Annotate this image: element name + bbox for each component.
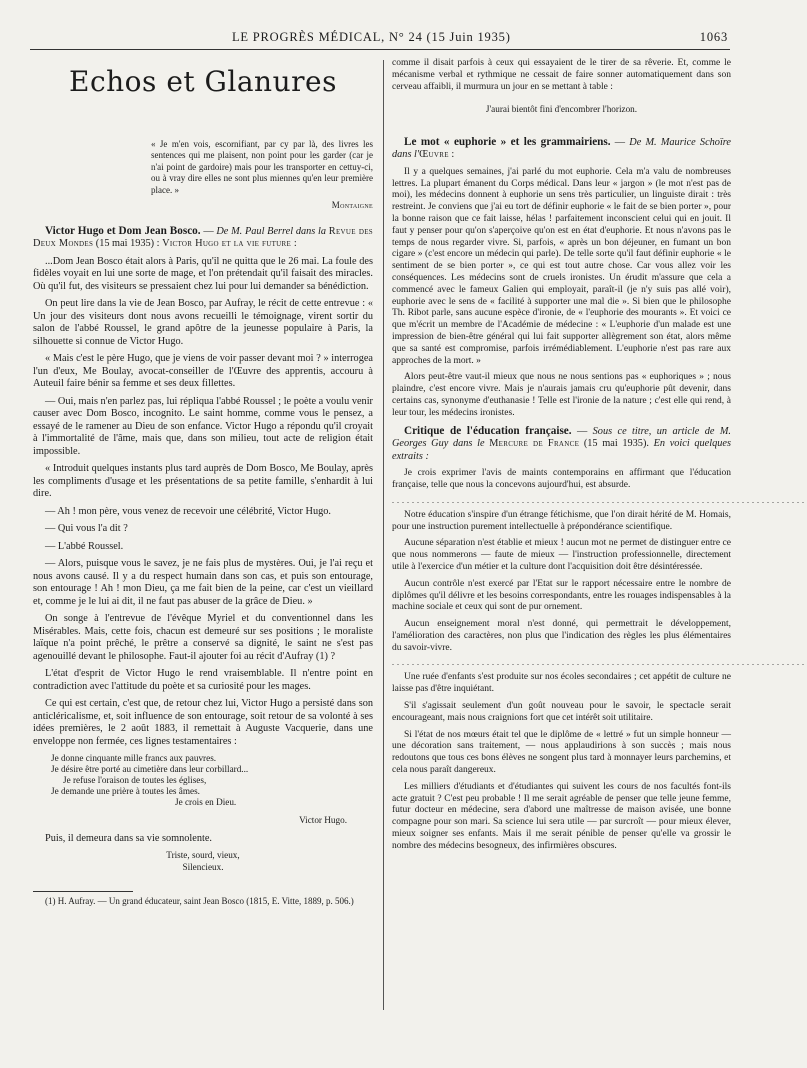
extracts-label: En voici quelques extraits :: [392, 438, 731, 462]
closing-verse: [33, 850, 373, 873]
article-title: Le mot « euphorie » et les grammairiens.: [404, 135, 611, 148]
paragraph: « Mais c'est le père Hugo, que je viens de voir passer devant moi ? » interrogea l'un d'eux, Me Boulay, avocat-conseiller de l'Œuvre des apprentis, accouru à Auteuil faire bénir sa femme et ses deux fillettes.: [33, 353, 373, 389]
paragraph: L'état d'esprit de Victor Hugo le rend vraisemblable. Il n'entre point en contradiction avec l'attitude du poète et sa curiosité pour les mages.: [33, 668, 373, 692]
verse-line: Je refuse l'oraison de toutes les églises,: [63, 775, 207, 785]
paragraph: On songe à l'entrevue de l'évêque Myriel et du conventionnel dans les Misérables. Mais, cette fois, chacun est demeuré sur ses positions ; le moraliste laïque n'a point prêché, le prêtre a conservé sa dignité, le saint ne s'est pas agenouillé devant le philosophe. Faut-il ajouter foi au récit d'Aufray (1) ?: [33, 613, 373, 662]
verse-line: Je crois en Dieu.: [175, 797, 237, 807]
paragraph: Une ruée d'enfants s'est produite sur nos écoles secondaires ; cet appétit de culture ne laisse pas d'être inquiétant.: [392, 672, 731, 695]
column-divider: [383, 60, 384, 1010]
epigraph-author: Montaigne: [331, 200, 373, 210]
paragraph: — Ah ! mon père, vous venez de recevoir une célébrité, Victor Hugo.: [45, 505, 331, 517]
testament-verse: [33, 753, 373, 808]
article-title: Victor Hugo et Dom Jean Bosco.: [45, 224, 201, 237]
paragraph: comme il disait parfois à ceux qui essayaient de le tirer de sa rêverie. Et, comme le mécanisme verbal et rythmique ne cessait de faire sonner automatiquement dans son cerveau affaibli, il murmura un jour en se mettant à table :: [392, 58, 731, 92]
header-rule: [30, 49, 730, 50]
paragraph: — Qui vous l'a dit ?: [45, 523, 128, 534]
paragraph: Aucune séparation n'est établie et mieux ! aucun mot ne permet de distinguer entre ce que nous nommerons — faute de mieux — l'instruction professionnelle, directement utile à l'exercice d'un métier et la culture dont l'acquisition doit être désintéressée.: [392, 538, 731, 572]
source-date: (15 mai 1935) :: [93, 238, 163, 249]
section-title: Echos et Glanures: [69, 65, 337, 98]
article-heading-hugo-bosco: [33, 225, 373, 251]
left-column: [33, 58, 373, 912]
article-heading-education: [392, 425, 731, 464]
paragraph: Notre éducation s'inspire d'un étrange fétichisme, que l'on dirait hérité de M. Homais, pour une instruction purement intellectuelle à prépondérance scientifique.: [392, 509, 731, 532]
ellipsis-row: ...................................................................................: [392, 658, 807, 668]
paragraph: Aucun contrôle n'est exercé par l'Etat sur le rapport nécessaire entre le nombre de diplômes qu'il délivre et les besoins correspondants, entre les rouages indispensables à la machine sociale et ceux qui sont de pur ornement.: [392, 578, 731, 613]
source-date: (15 mai 1935).: [579, 438, 654, 450]
source-journal: Mercure de France: [489, 438, 580, 450]
article-heading-euphorie: [392, 136, 731, 162]
paragraph: ...Dom Jean Bosco était alors à Paris, qu'il ne quitta que le 26 mai. La foule des fidèles voyait en lui une sorte de mage, et l'on prétendait qu'il faisait des miracles. Où qu'il fut, des visiteurs se pressaient chez lui pour lui demander sa bénédiction.: [33, 255, 373, 292]
paragraph: Les milliers d'étudiants et d'étudiantes qui suivent les cours de nos facultés font-ils acte gratuit ? C'est peu probable ! Il me serait agréable de penser que telle jeune femme, futur docteur en médecine, sera d'abord une maîtresse de maison avisée, une bonne compagne pour son mari. Sa science lui sera utile — par surcroît — pour mieux élever, mieux soigner ses enfants. Mais il me serait pénible de penser qu'elle va grossir le nombre des médecins besogneux, des infirmières obscures.: [392, 781, 731, 851]
running-header: [0, 30, 800, 46]
verse-line: Je désire être porté au cimetière dans leur corbillard...: [51, 764, 249, 774]
paragraph: Puis, il demeura dans sa vie somnolente.: [45, 832, 213, 844]
verse-line: Triste, sourd, vieux,: [166, 850, 240, 860]
article-source: De M. Maurice Schoïre dans l': [392, 136, 731, 161]
verse-signature: Victor Hugo.: [299, 815, 347, 825]
footnote-rule: [33, 891, 133, 892]
hugo-quote: J'aurai bientôt fini d'encombrer l'horizon.: [485, 104, 638, 115]
heading-dash: —: [200, 225, 217, 237]
footnote: (1) H. Aufray. — Un grand éducateur, saint Jean Bosco (1815, E. Vitte, 1889, p. 506.): [45, 896, 354, 906]
paragraph: — L'abbé Roussel.: [45, 540, 124, 552]
paragraph: Je crois exprimer l'avis de maints contemporains en affirmant que l'éducation française, telle que nous la concevons aujourd'hui, est absurde.: [392, 468, 731, 490]
paragraph: S'il s'agissait seulement d'un goût nouveau pour le savoir, le spectacle serait encourageant, mais nous craignions fort que cet intérêt soit utilitaire.: [392, 701, 731, 723]
article-subtitle: Victor Hugo et la vie future :: [162, 238, 298, 249]
ellipsis-row: ...................................................................................: [392, 495, 807, 505]
journal-header-title: LE PROGRÈS MÉDICAL, N° 24 (15 Juin 1935): [232, 30, 511, 44]
page-number: 1063: [699, 30, 728, 44]
paragraph: « Introduit quelques instants plus tard auprès de Dom Bosco, Me Boulay, après les compliments d'usage et les présentations de sa petite famille, s'enhardit à lui dire.: [33, 463, 373, 499]
article-source: Sous ce titre, un article de M. Georges Guy dans le: [392, 425, 732, 450]
paragraph: Il y a quelques semaines, j'ai parlé du mot euphorie. Cela m'a valu de nombreuses lettres. La plupart émanent du Corps médical. Dans leur « jargon » (le mot n'est pas de moi), les médecins donnent à euphorie un sens très particulier, un linguiste dirait : très restreint. Je conviens que j'ai eu tort de définir euphorie « le fait de se bien porter », pour la bonne raison que ce fait laisse, hélas ! parfaitement inconscient celui qui en jouit. Il faut y penser pour qu'on s'aperçoive qu'on est en état d'euphorie. Et nous n'avons pas le temps de nous regarder vivre. Si, parfois, « après un bon déjeuner, en fumant un bon cigare » (c'est encore un médecin qui parle). De telle sorte qu'il faut définir euphorie « le sentiment de se bien porter », ce qui est tout autre chose. Car vous allez voir les conséquences. Les médecins sont de cruels ironistes. Un érudit m'assure que cela a commencé avec le fameux Galien qui employait, paraît-il (je n'y suis pas allé voir), euphorie avec le sens de « facilité à supporter une mal die ». Si bien que le philosophe Th. Ribot parle, sans aucune espèce d'ironie, de « l'euphorie des mourants ». Et voici ce que m'écrit un membre de l'Académie de médecine : « L'euphorie d'un malade est une impression de bien-être général qui lui fait supporter allègrement son état, alors même que sa santé est compromise, parfois irrémédiablement. L'euphorie n'est pas rare aux approches de la mort. »: [392, 166, 731, 366]
article-title: Critique de l'éducation française.: [404, 424, 572, 437]
heading-end: :: [448, 149, 455, 161]
right-column: [392, 58, 807, 858]
paragraph: — Alors, puisque vous le savez, je ne fais plus de mystères. Oui, je l'ai reçu et nous avons causé. Il y a du respect humain dans son cas, et puis son entourage, son entourage ! Ah ! mon Dieu, ça me fait bien de la peine, car c'est un vieillard et, comme je le lui ai dit, il ne faut pas abuser de la grâce de Dieu. »: [33, 558, 373, 607]
verse-line: Je demande une prière à toutes les âmes.: [51, 786, 200, 796]
paragraph: Ce qui est certain, c'est que, de retour chez lui, Victor Hugo a persisté dans son anticléricalisme, et, soit influence de son entourage, soit retour de sa volonté à ses idées premières, le 2 août 1883, il remettait à Auguste Vacquerie, dans une enveloppe non fermée, ces lignes testamentaires :: [33, 698, 373, 747]
verse-line: Je donne cinquante mille francs aux pauvres.: [51, 753, 217, 763]
heading-dash: —: [610, 136, 630, 148]
paragraph: — Oui, mais n'en parlez pas, lui répliqua l'abbé Roussel ; le poète a voulu venir causer avec Dom Bosco, incognito. Le saint homme, comme vous le pensez, a essayé de le ramener au Dieu de son enfance. Victor Hugo a répondu qu'il croyait à l'immortalité de l'âme, mais que, dans son milieu, tout acte de religion était impossible.: [33, 395, 373, 457]
source-journal: Œuvre: [419, 149, 449, 161]
paragraph: Alors peut-être vaut-il mieux que nous ne nous sentions pas « euphoriques » ; nous plaindre, c'est encore vivre. Mais je n'aurais jamais cru qu'euphorie pût devenir, dans certains cas, synonyme d'euthanasie ! Telle est l'ironie de la nature ; c'est elle qui rend, à leur tour, les médecins ironistes.: [392, 372, 731, 418]
article-source: De M. Paul Berrel dans la: [216, 225, 329, 237]
epigraph: « Je m'en vois, escornifiant, par cy par là, des livres les sentences qui me plaisent, non point pour les garder (car je n'ai point de gardoire) mais pour les transporter en cettuy-ci, ou à vray dire elles ne sont plus miennes qu'en leur première place. »: [151, 138, 373, 195]
verse-line: Silencieux.: [182, 861, 224, 872]
paragraph: Si l'état de nos mœurs était tel que le diplôme de « lettré » fut un simple honneur — une décoration sans traitement, — nous applaudirions à son succès ; mais nous redoutons que tous ces bons élèves ne songent plus tard à monnayer leurs parchemins, et cela nous paraît dangereux.: [392, 729, 731, 776]
source-journal: Revue des Deux Mondes: [33, 225, 373, 249]
paragraph: On peut lire dans la vie de Jean Bosco, par Aufray, le récit de cette entrevue : « Un jour des visiteurs dont nous avons recueilli le témoignage, virent sortir du salon de l'abbé Roussel, le grand apôtre de la jeunesse populaire à Paris, la silhouette si connue de Victor Hugo.: [33, 298, 373, 347]
paragraph: Aucun enseignement moral n'est donné, qui permettrait le développement, l'amélioration des caractères, non plus que l'indication des règles les plus élémentaires du savoir-vivre.: [392, 619, 731, 653]
heading-dash: —: [571, 425, 593, 437]
